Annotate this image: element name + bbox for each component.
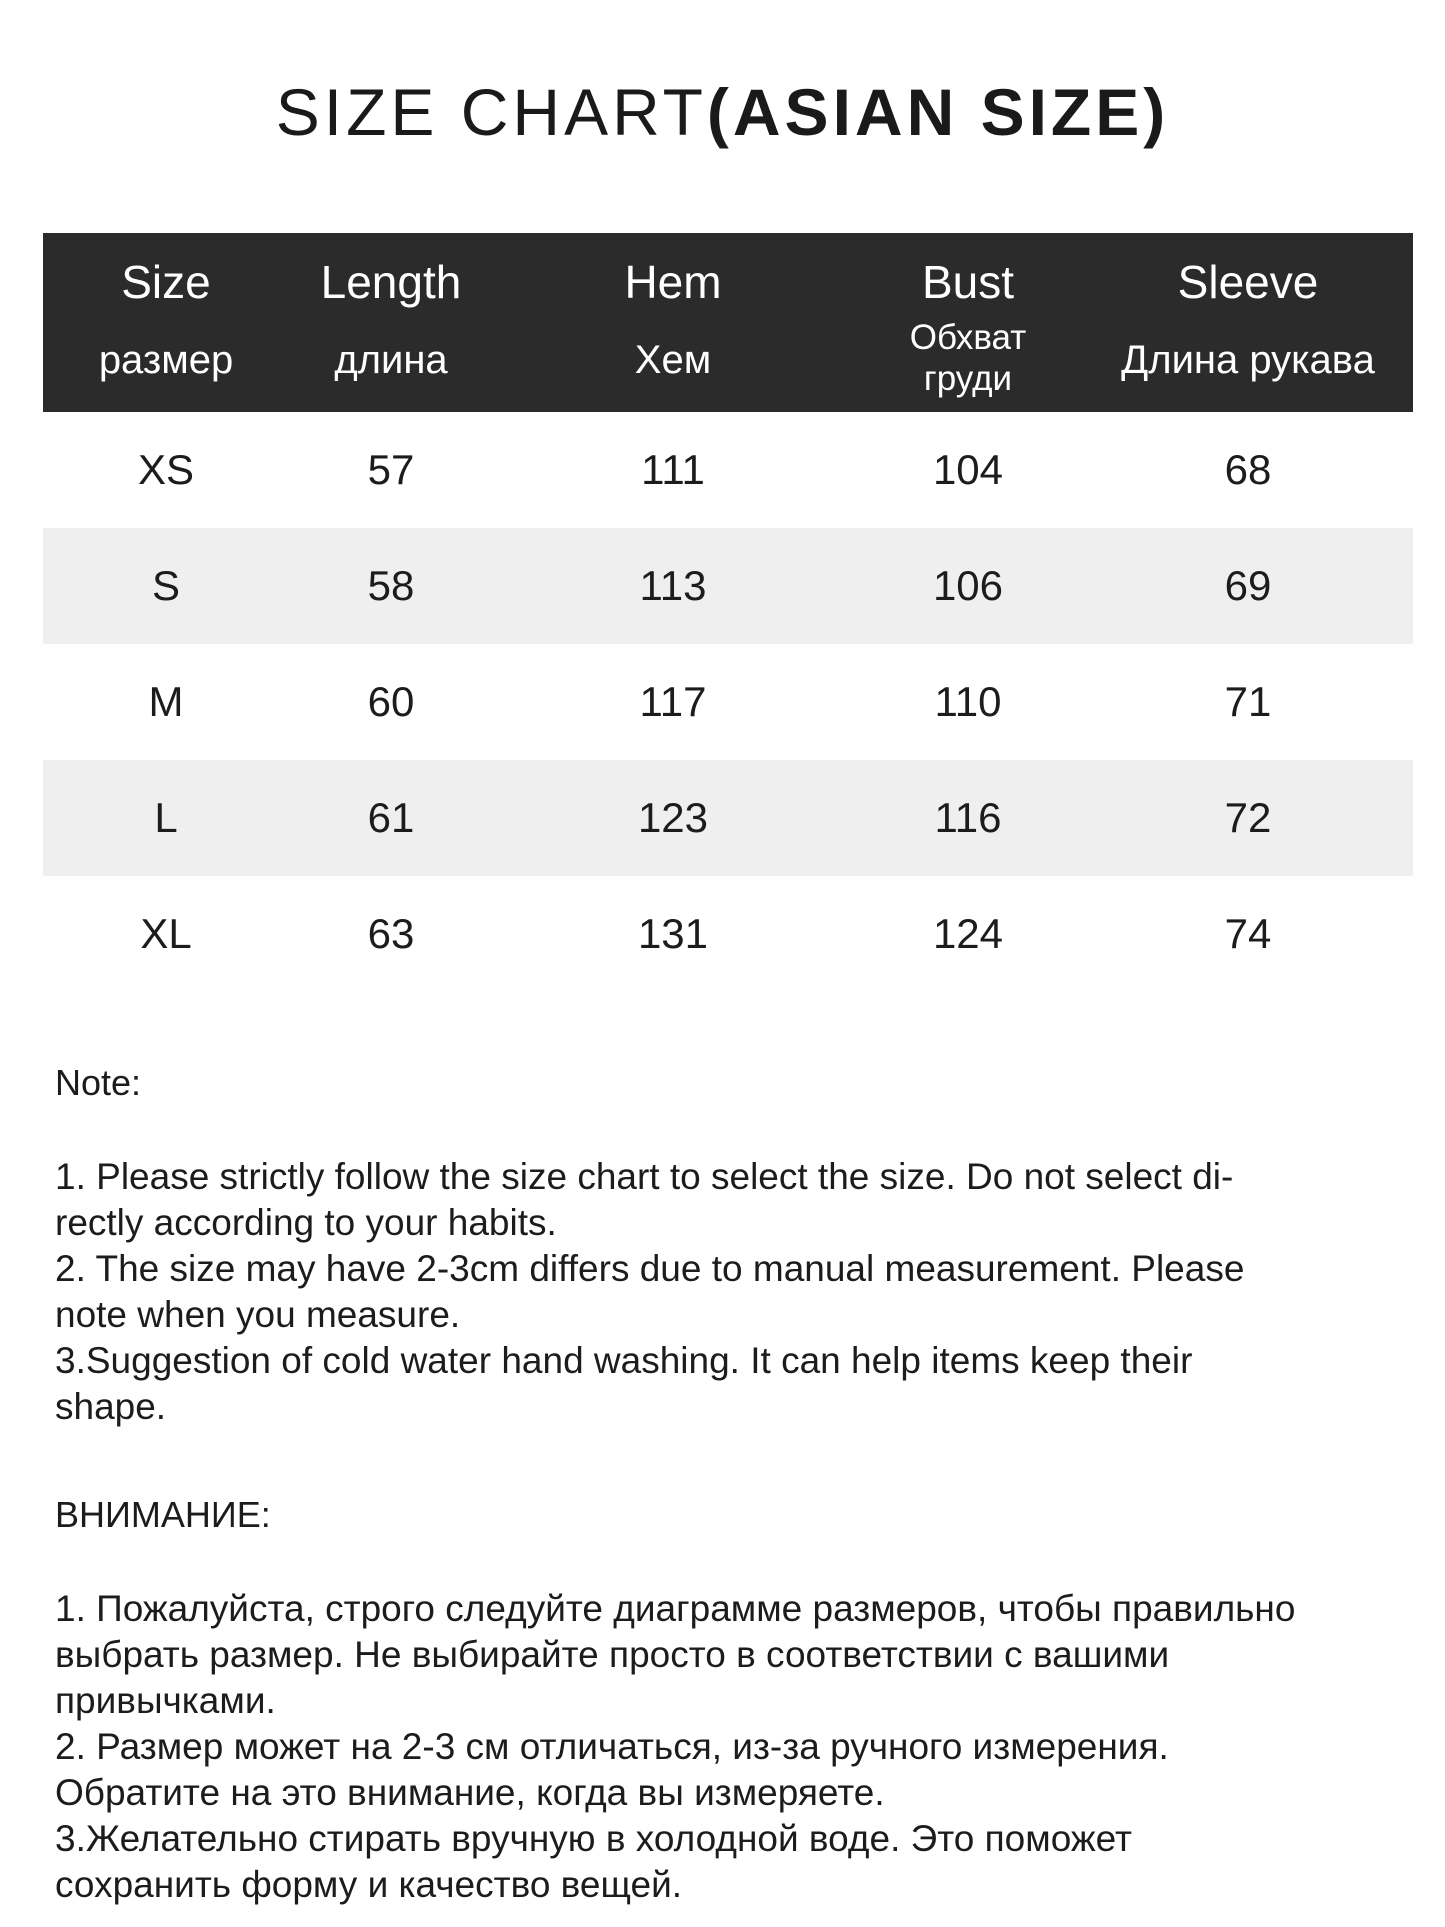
note-line-en: 2. The size may have 2-3cm differs due to manual measurement. Please	[55, 1248, 1245, 1289]
table-row	[43, 760, 1413, 876]
table-row	[43, 528, 1413, 644]
cell-bust: 104	[932, 446, 1004, 493]
header-sleeve	[1083, 233, 1413, 412]
header-length-ru: длина	[334, 338, 448, 382]
table-header	[43, 233, 1413, 412]
header-bust	[853, 233, 1083, 412]
cell-sleeve: 72	[1224, 794, 1272, 841]
cell-length: 57	[367, 446, 415, 493]
cell-hem: 111	[641, 446, 705, 493]
header-hem-en: Hem	[624, 256, 722, 308]
cell-bust: 124	[932, 910, 1004, 957]
note-line-ru: привычками.	[55, 1680, 276, 1721]
header-hem-ru: Хем	[634, 338, 712, 382]
cell-sleeve: 71	[1224, 678, 1272, 725]
header-bust-ru-line2: груди	[923, 359, 1013, 398]
title-asian-size: (ASIAN SIZE)	[706, 75, 1170, 149]
note-line-ru: 2. Размер может на 2-3 см отличаться, из-за ручного измерения.	[55, 1726, 1169, 1767]
header-length-en: Length	[320, 256, 462, 308]
header-size-en: Size	[121, 256, 211, 308]
note-line-ru: сохранить форму и качество вещей.	[55, 1864, 683, 1905]
note-title-en: Note:	[55, 1062, 142, 1103]
note-line-ru: Обратите на это внимание, когда вы измеряете.	[55, 1772, 885, 1813]
cell-sleeve: 74	[1224, 910, 1272, 957]
cell-sleeve: 69	[1224, 562, 1272, 609]
note-line-en: 1. Please strictly follow the size chart to select the size. Do not select di-	[55, 1156, 1234, 1197]
note-title-ru: ВНИМАНИЕ:	[55, 1494, 271, 1535]
note-line-en: rectly according to your habits.	[55, 1202, 557, 1243]
cell-size: M	[148, 678, 184, 725]
cell-size: S	[151, 562, 180, 609]
note-line-en: note when you measure.	[55, 1294, 461, 1335]
note-line-ru: 3.Желательно стирать вручную в холодной воде. Это поможет	[55, 1818, 1132, 1859]
cell-length: 63	[367, 910, 415, 957]
header-bust-ru-line1: Обхват	[909, 318, 1027, 357]
header-length	[289, 233, 493, 412]
note-line-en: shape.	[55, 1386, 167, 1427]
header-bust-en: Bust	[921, 256, 1015, 308]
title-main: SIZE CHART	[275, 75, 707, 149]
cell-hem: 131	[637, 910, 709, 957]
cell-hem: 123	[637, 794, 709, 841]
cell-length: 61	[367, 794, 415, 841]
header-size	[43, 233, 289, 412]
cell-bust: 106	[932, 562, 1004, 609]
header-size-ru: размер	[98, 338, 234, 382]
header-sleeve-ru: Длина рукава	[1121, 338, 1375, 382]
header-hem	[493, 233, 853, 412]
cell-size: XS	[137, 446, 195, 493]
cell-size: L	[154, 794, 178, 841]
table-row	[43, 412, 1413, 528]
size-table	[43, 233, 1413, 992]
header-sleeve-en: Sleeve	[1177, 256, 1319, 308]
notes-section	[55, 1060, 1415, 1908]
cell-bust: 116	[934, 794, 1002, 841]
cell-size: XL	[140, 910, 192, 957]
note-line-en: 3.Suggestion of cold water hand washing. It can help items keep their	[55, 1340, 1193, 1381]
cell-length: 60	[367, 678, 415, 725]
cell-bust: 110	[934, 678, 1002, 725]
table-row	[43, 644, 1413, 760]
cell-sleeve: 68	[1224, 446, 1272, 493]
cell-length: 58	[367, 562, 415, 609]
page-title	[0, 72, 1445, 152]
cell-hem: 113	[639, 562, 707, 609]
table-row	[43, 876, 1413, 992]
note-line-ru: 1. Пожалуйста, строго следуйте диаграмме размеров, чтобы правильно	[55, 1588, 1296, 1629]
note-line-ru: выбрать размер. Не выбирайте просто в соответствии с вашими	[55, 1634, 1170, 1675]
cell-hem: 117	[639, 678, 707, 725]
